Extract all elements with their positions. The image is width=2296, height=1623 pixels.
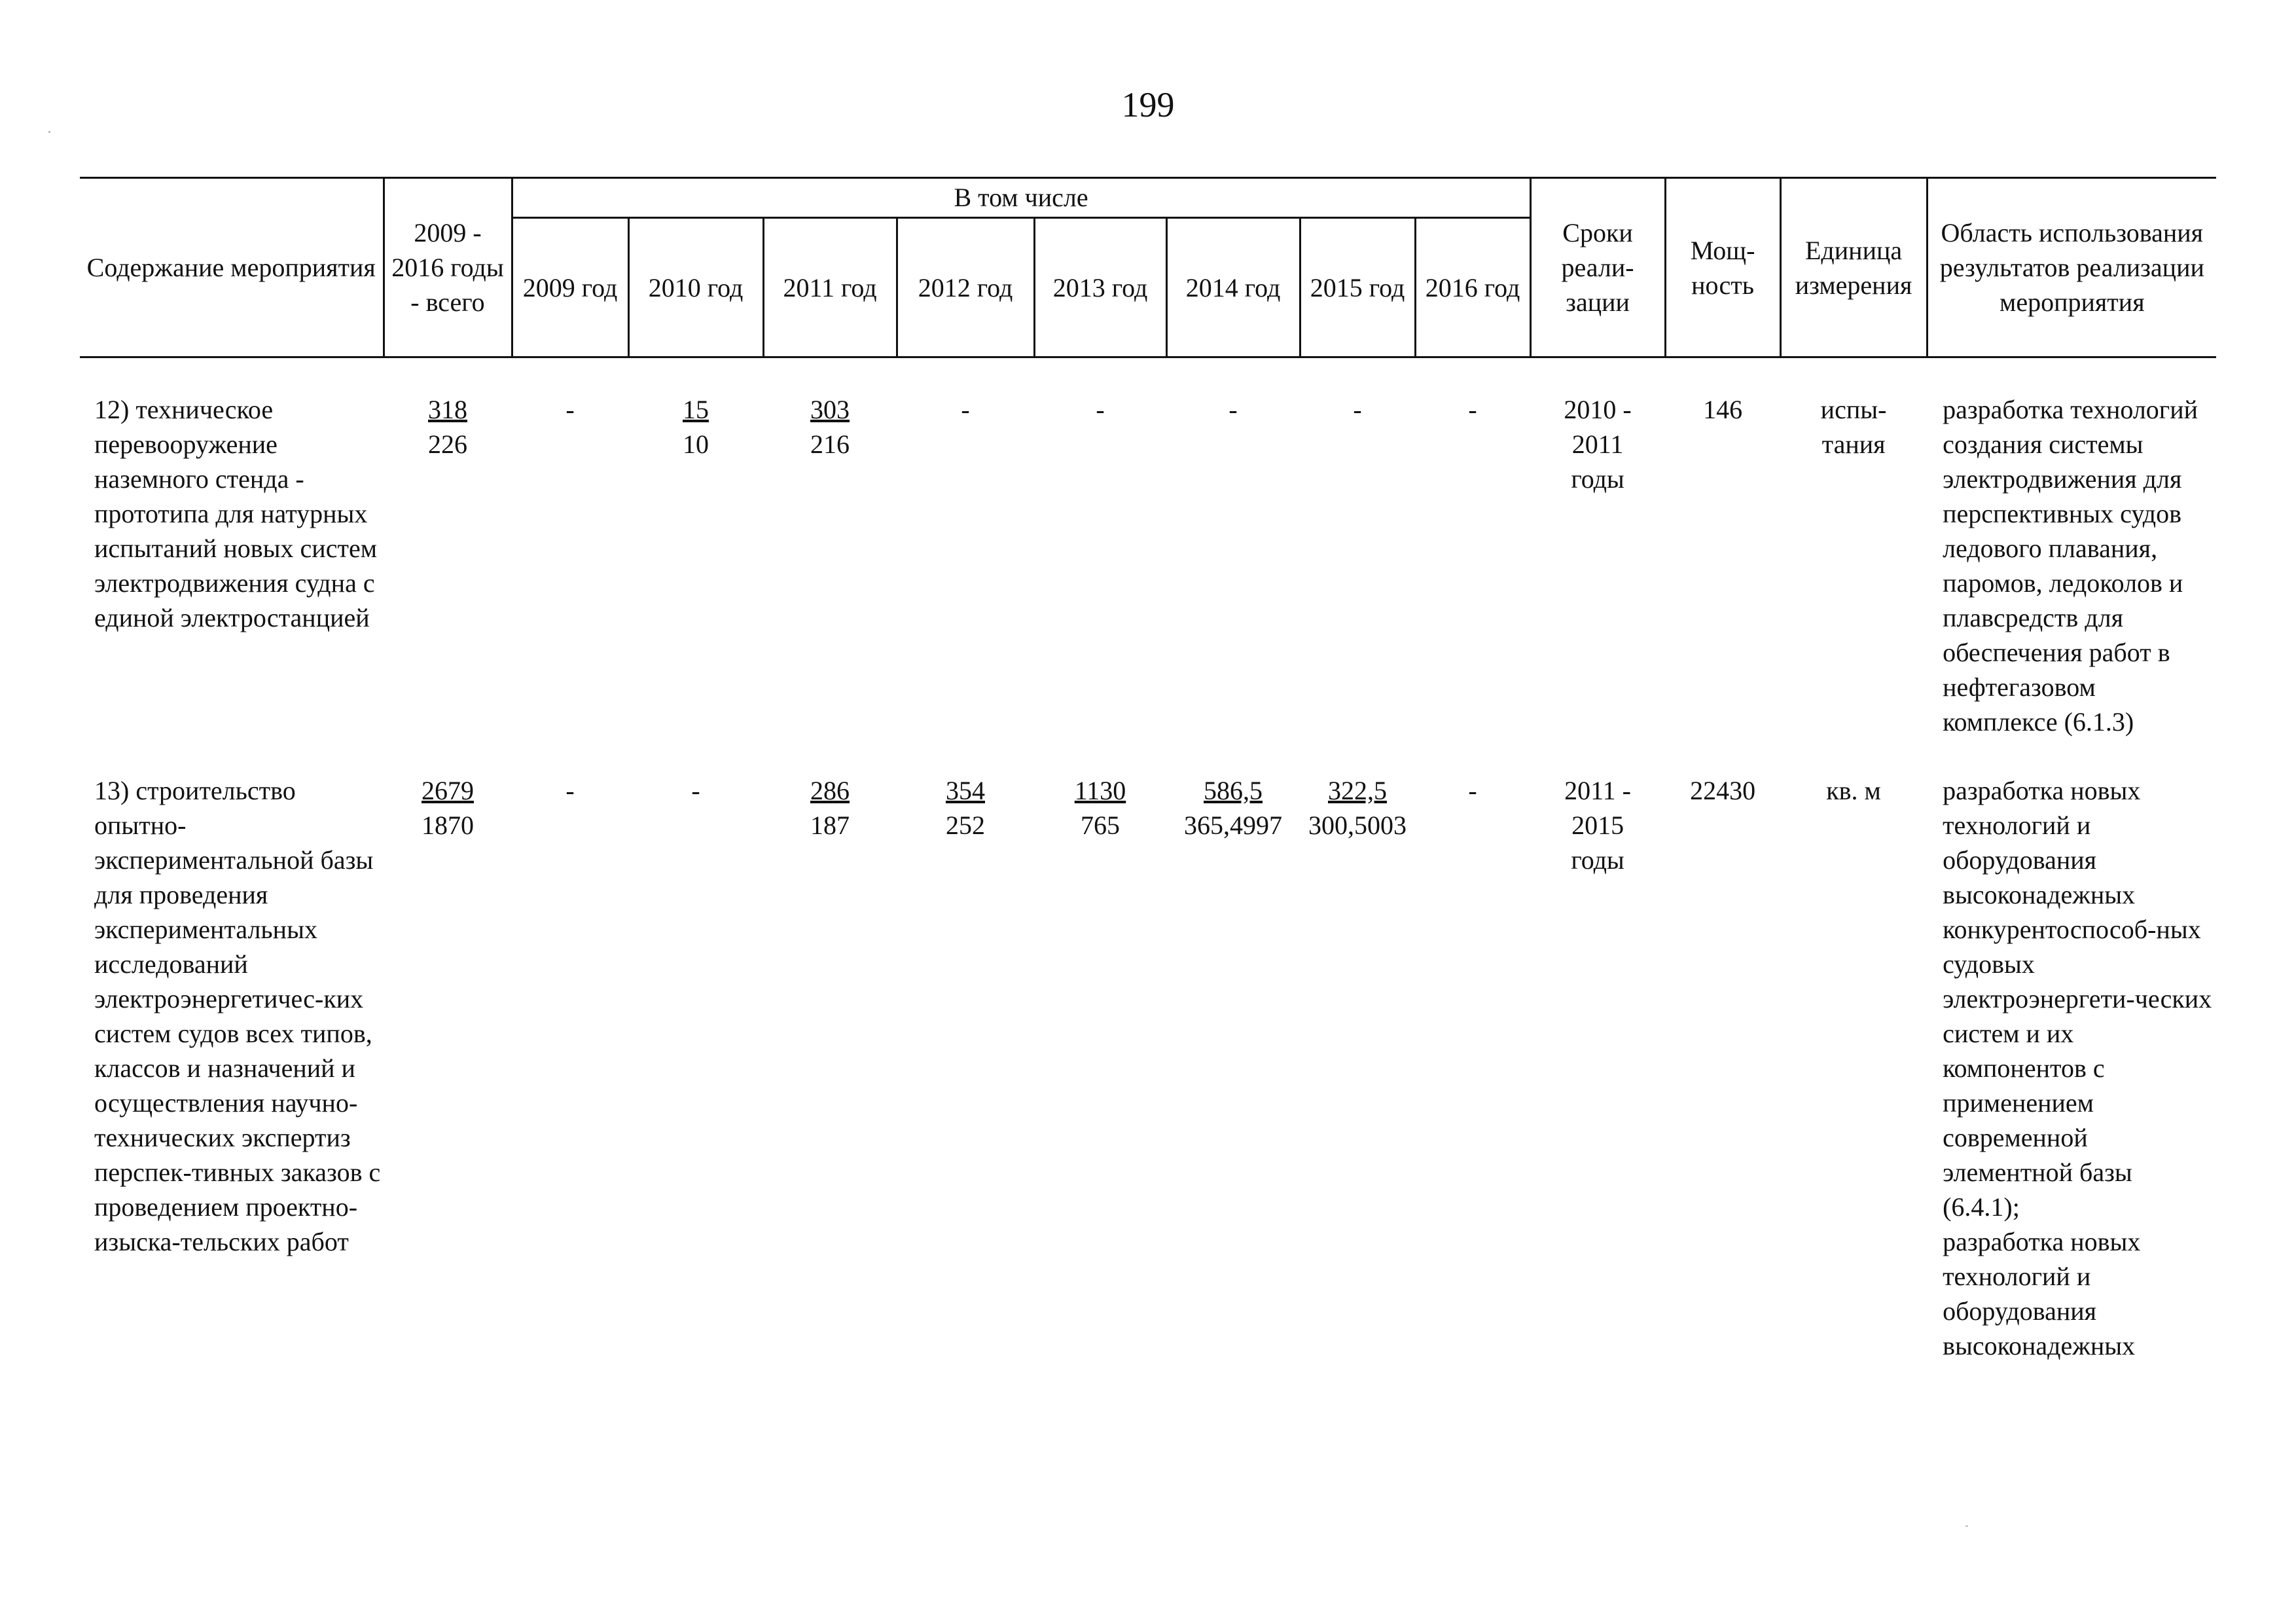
row-2013 bbox=[1034, 773, 1166, 1363]
row-2010 bbox=[628, 392, 763, 739]
value-bottom: 10 bbox=[683, 429, 709, 459]
header-total: 2009 - 2016 годы - всего bbox=[384, 178, 512, 357]
row-content: 13) строительство опытно-экспериментальной базы для проведения экспериментальных исследований электроэнергетичес-ких систем судов всех типов, классов и назначений и осуществления научно-технических экспертиз перспек-тивных заказов с проведением проектно-изыска-тельских работ bbox=[94, 776, 381, 1256]
row-2015 bbox=[1300, 773, 1415, 1363]
row-2012 bbox=[897, 773, 1034, 1363]
header-year: 2012 год bbox=[897, 218, 1034, 357]
header-year: 2016 год bbox=[1415, 218, 1530, 357]
table-row bbox=[80, 392, 2216, 739]
row-2014 bbox=[1166, 773, 1300, 1363]
value-top: 1130 bbox=[1074, 776, 1126, 805]
table-header bbox=[80, 178, 2216, 357]
value-bottom: 216 bbox=[810, 429, 850, 459]
row-area: разработка технологий создания системы электродвижения для перспективных судов ледового плавания, паромов, ледоколов и плавсредств для обеспечения работ в нефтегазовом комплексе (6.1.3) bbox=[1943, 395, 2198, 737]
row-total bbox=[384, 773, 512, 1363]
header-unit: Единица измерения bbox=[1780, 178, 1927, 357]
header-year: 2010 год bbox=[628, 218, 763, 357]
value-bottom: 187 bbox=[810, 811, 850, 840]
row-2009: - bbox=[565, 395, 575, 424]
value-top: 322,5 bbox=[1328, 776, 1387, 805]
row-2013: - bbox=[1096, 395, 1105, 424]
header-year: 2011 год bbox=[763, 218, 897, 357]
header-year: 2014 год bbox=[1166, 218, 1300, 357]
table-row bbox=[80, 773, 2216, 1363]
measures-table bbox=[80, 177, 2216, 1363]
value-top: 318 bbox=[428, 395, 467, 424]
header-year: 2013 год bbox=[1034, 218, 1166, 357]
row-total bbox=[384, 392, 512, 739]
page-number: 199 bbox=[1121, 85, 1175, 124]
value-bottom: 365,4997 bbox=[1184, 811, 1282, 840]
row-2011 bbox=[763, 392, 897, 739]
row-unit: испы- тания bbox=[1820, 395, 1887, 459]
scan-speck bbox=[48, 131, 50, 133]
value-bottom: 765 bbox=[1081, 811, 1120, 840]
value-top: 303 bbox=[810, 395, 850, 424]
header-capacity: Мощ-ность bbox=[1665, 178, 1780, 357]
value-bottom: 300,5003 bbox=[1308, 811, 1407, 840]
header-group: В том числе bbox=[512, 178, 1530, 218]
value-bottom: 226 bbox=[428, 429, 467, 459]
header-content: Содержание мероприятия bbox=[80, 178, 384, 357]
row-capacity: 146 bbox=[1703, 395, 1743, 424]
row-2016: - bbox=[1468, 776, 1477, 805]
row-2010: - bbox=[691, 776, 700, 805]
row-2011 bbox=[763, 773, 897, 1363]
row-2015: - bbox=[1353, 395, 1362, 424]
value-top: 2679 bbox=[422, 776, 474, 805]
scan-speck bbox=[1965, 1525, 1968, 1527]
row-2016: - bbox=[1468, 395, 1477, 424]
value-top: 586,5 bbox=[1204, 776, 1263, 805]
value-bottom: 1870 bbox=[422, 811, 474, 840]
value-top: 15 bbox=[683, 395, 709, 424]
row-2014: - bbox=[1229, 395, 1238, 424]
row-area: разработка новых технологий и оборудования высоконадежных конкурентоспособ-ных судовых электроэнергети-ческих систем и их компонентов с применением современной элементной базы (6.4.1); разработка новых технологий и оборудования высоконадежных bbox=[1943, 776, 2212, 1360]
header-year: 2015 год bbox=[1300, 218, 1415, 357]
row-terms: 2010 - 2011 годы bbox=[1564, 395, 1632, 494]
row-unit: кв. м bbox=[1826, 776, 1881, 805]
value-top: 354 bbox=[946, 776, 985, 805]
row-content: 12) техническое перевооружение наземного стенда - прототипа для натурных испытаний новых систем электродвижения судна с единой электростанцией bbox=[94, 395, 378, 632]
row-2009: - bbox=[565, 776, 575, 805]
value-top: 286 bbox=[810, 776, 850, 805]
value-bottom: 252 bbox=[946, 811, 985, 840]
row-terms: 2011 - 2015 годы bbox=[1564, 776, 1631, 875]
row-capacity: 22430 bbox=[1690, 776, 1756, 805]
header-area: Область использования результатов реализации мероприятия bbox=[1927, 178, 2216, 357]
row-2012: - bbox=[961, 395, 970, 424]
header-terms: Сроки реали-зации bbox=[1530, 178, 1665, 357]
header-year: 2009 год bbox=[512, 218, 628, 357]
